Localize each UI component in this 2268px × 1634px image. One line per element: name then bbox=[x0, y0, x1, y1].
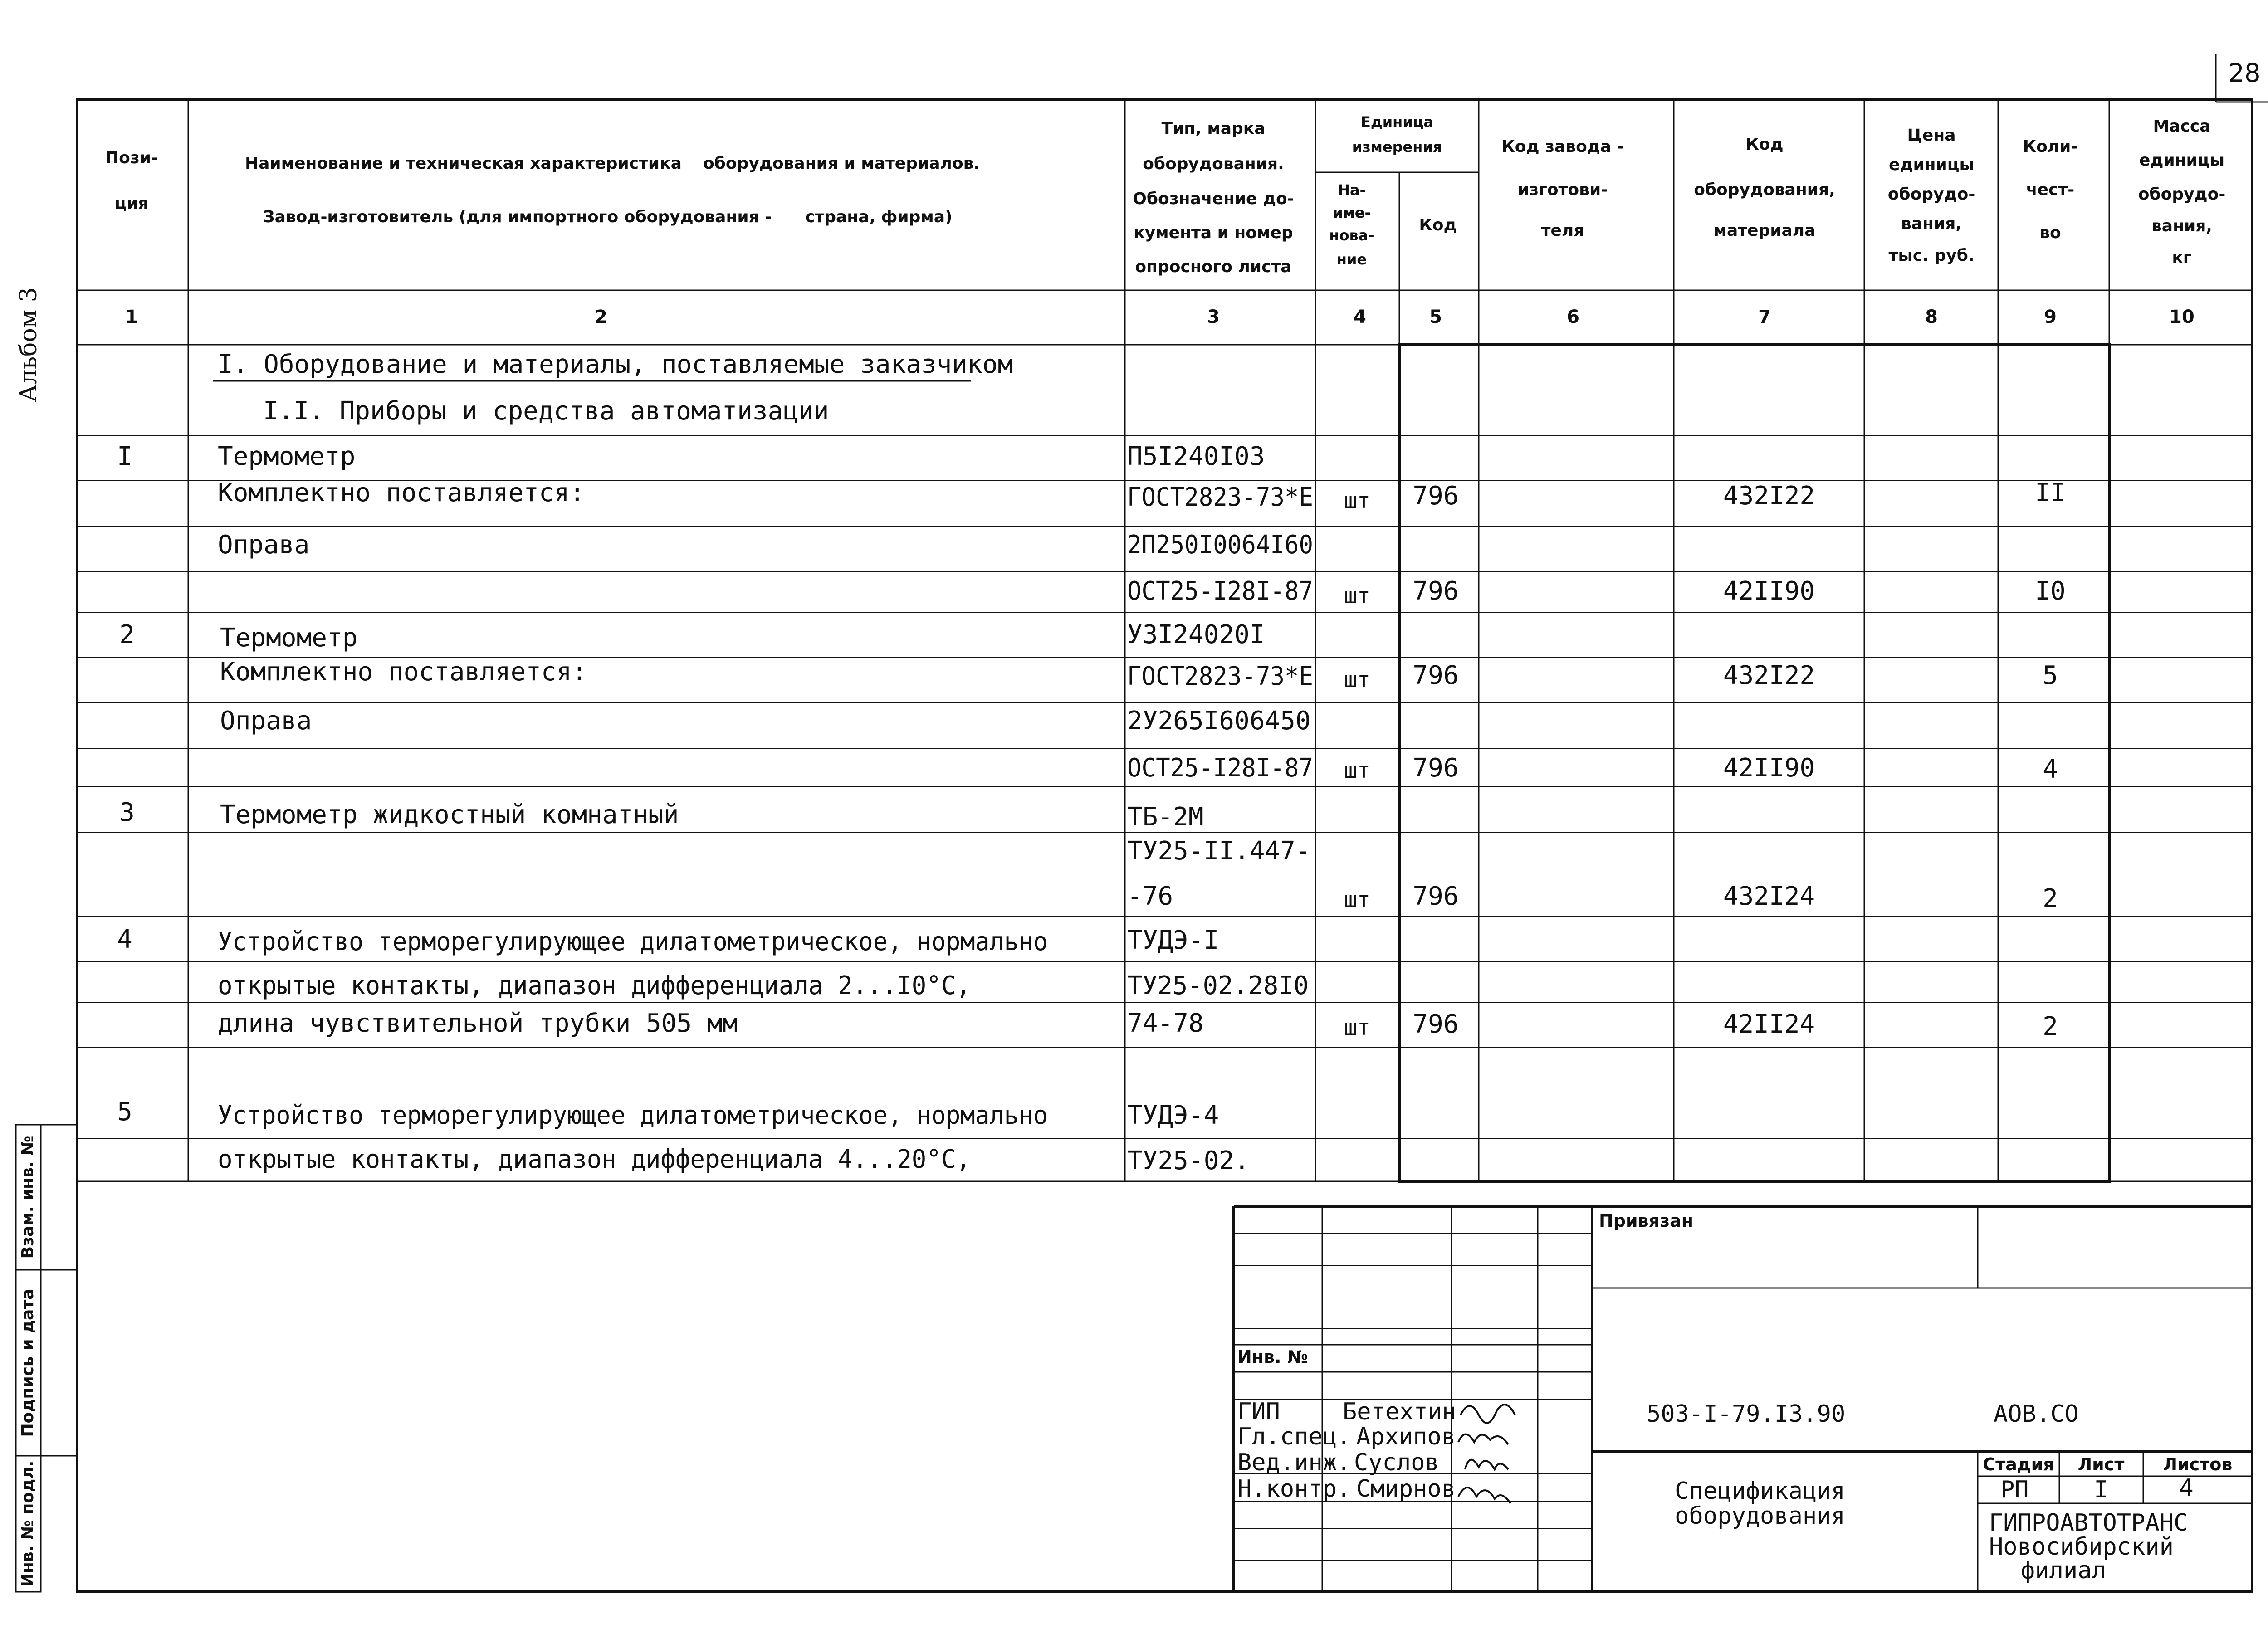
tb-org-2: Новосибирский bbox=[1989, 1533, 2174, 1561]
cell-name: Устройство терморегулирующее дилатометрическое, нормально bbox=[218, 1101, 1048, 1130]
hdr-col1-b: ция bbox=[114, 194, 149, 213]
hdr-col4-c: нова- bbox=[1329, 227, 1374, 244]
cell-name: Термометр жидкостный комнатный bbox=[220, 800, 679, 829]
stamp-original-inv: Инв. № подл. bbox=[19, 1460, 37, 1587]
cell-type: ГОСТ2823-73*Е bbox=[1127, 483, 1313, 512]
hdr-col6-c: теля bbox=[1541, 221, 1584, 240]
cell-name: открытые контакты, диапазон дифференциала 4...20°С, bbox=[218, 1145, 971, 1174]
hdr-col9-c: во bbox=[2039, 224, 2061, 242]
cell-type: 74-78 bbox=[1127, 1009, 1204, 1038]
page-number-box bbox=[2216, 54, 2268, 102]
col-number: 1 bbox=[125, 307, 138, 327]
cell-unit: шт bbox=[1344, 488, 1370, 513]
table-row bbox=[218, 1145, 1250, 1176]
table-row bbox=[220, 706, 1311, 736]
side-stamp bbox=[16, 1125, 77, 1592]
tb-privyazan: Привязан bbox=[1599, 1211, 1694, 1231]
cell-qty: 5 bbox=[2043, 661, 2058, 690]
table-row bbox=[1127, 882, 2058, 913]
hdr-col7-b: оборудования, bbox=[1694, 180, 1835, 199]
cell-unit-code: 796 bbox=[1413, 882, 1459, 911]
cell-material-code: 432I22 bbox=[1723, 661, 1815, 690]
cell-unit: шт bbox=[1344, 583, 1370, 609]
col-number: 3 bbox=[1207, 307, 1220, 327]
tb-name-vedinzh: Суслов bbox=[1354, 1449, 1439, 1476]
cell-material-code: 42II90 bbox=[1723, 753, 1815, 783]
cell-name: Термометр bbox=[218, 442, 356, 471]
col-number: 10 bbox=[2169, 307, 2195, 327]
hdr-col2-b: оборудования и материалов. bbox=[703, 154, 980, 173]
hdr-col3-c: Обозначение до- bbox=[1133, 190, 1294, 208]
cell-type: ОСТ25-I28I-87 bbox=[1127, 576, 1313, 606]
cell-type: П5I240I03 bbox=[1127, 442, 1265, 471]
cell-pos: 5 bbox=[117, 1097, 132, 1127]
cell-pos: 2 bbox=[119, 620, 135, 649]
hdr-col10-e: кг bbox=[2172, 249, 2192, 267]
cell-name: Оправа bbox=[220, 706, 312, 736]
table-row bbox=[119, 798, 1203, 832]
table-row bbox=[1127, 576, 2066, 609]
tb-name-gip: Бетехтин bbox=[1343, 1398, 1457, 1425]
section-heading: I. Оборудование и материалы, поставляемые заказчиком bbox=[218, 350, 1013, 379]
cell-qty: 4 bbox=[2043, 755, 2058, 784]
table-row bbox=[117, 1097, 1219, 1130]
hdr-unit-b: измерения bbox=[1352, 138, 1442, 156]
tb-doc-code: 503-I-79.I3.90 bbox=[1647, 1400, 1846, 1428]
cell-type: ТБ-2М bbox=[1127, 802, 1204, 832]
hdr-col10-b: единицы bbox=[2139, 151, 2225, 170]
cell-unit-code: 796 bbox=[1413, 661, 1459, 690]
hdr-col2-c: Завод-изготовитель (для импортного оборудования - bbox=[263, 208, 772, 226]
cell-type: ТУ25-02.28I0 bbox=[1127, 971, 1309, 1000]
cell-unit-code: 796 bbox=[1413, 1010, 1459, 1039]
table-row bbox=[119, 620, 1265, 653]
subsection-heading: I.I. Приборы и средства автоматизации bbox=[263, 396, 829, 426]
hdr-col4-b: име- bbox=[1333, 204, 1371, 221]
tb-org-1: ГИПРОАВТОТРАНС bbox=[1989, 1509, 2188, 1536]
cell-qty: I0 bbox=[2035, 576, 2066, 606]
cell-type: ТУ25-II.447- bbox=[1127, 836, 1311, 866]
tb-mark: АОВ.СО bbox=[1994, 1400, 2079, 1428]
hdr-col5: Код bbox=[1419, 216, 1457, 234]
tb-title-1: Спецификация bbox=[1675, 1478, 1845, 1505]
tb-stage: РП bbox=[2000, 1476, 2029, 1503]
table-row bbox=[218, 530, 1313, 560]
cell-type: 2У265I606450 bbox=[1127, 706, 1311, 736]
hdr-col8-d: вания, bbox=[1901, 215, 1962, 233]
cell-name: Комплектно поставляется: bbox=[218, 478, 585, 507]
cell-unit-code: 796 bbox=[1413, 753, 1459, 783]
tb-title-2: оборудования bbox=[1675, 1502, 1845, 1530]
cell-qty: 2 bbox=[2043, 884, 2058, 913]
hdr-col3-a: Тип, марка bbox=[1161, 119, 1266, 138]
cell-unit: шт bbox=[1344, 887, 1370, 912]
cell-unit: шт bbox=[1344, 667, 1370, 693]
table-row bbox=[1127, 753, 2058, 784]
hdr-col9-b: чест- bbox=[2026, 180, 2075, 199]
col-number: 6 bbox=[1567, 307, 1579, 327]
hdr-col7-a: Код bbox=[1745, 135, 1784, 154]
hdr-col10-a: Масса bbox=[2153, 117, 2211, 136]
cell-name: длина чувствительной трубки 505 мм bbox=[218, 1009, 738, 1038]
tb-role-vedinzh: Вед.инж. bbox=[1237, 1449, 1351, 1476]
hdr-col8-e: тыс. руб. bbox=[1888, 246, 1975, 265]
table-row bbox=[218, 478, 2066, 513]
cell-unit-code: 796 bbox=[1413, 576, 1459, 606]
col-number: 4 bbox=[1354, 307, 1366, 327]
cell-unit-code: 796 bbox=[1413, 481, 1459, 511]
cell-material-code: 42II90 bbox=[1723, 576, 1815, 606]
hdr-col8-c: оборудо- bbox=[1887, 185, 1975, 204]
tb-sheet: I bbox=[2094, 1476, 2108, 1503]
cell-type: У3I24020I bbox=[1127, 620, 1265, 649]
tb-name-glspec: Архипов bbox=[1356, 1423, 1456, 1450]
cell-qty: II bbox=[2035, 478, 2066, 507]
tb-sheet-label: Лист bbox=[2077, 1454, 2125, 1474]
cell-material-code: 432I24 bbox=[1723, 882, 1815, 911]
table-row bbox=[218, 1009, 2058, 1041]
table-row bbox=[117, 442, 1265, 471]
hdr-col6-b: изготови- bbox=[1517, 180, 1608, 199]
hdr-col3-b: оборудования. bbox=[1143, 155, 1284, 173]
cell-material-code: 432I22 bbox=[1723, 481, 1815, 511]
table-header bbox=[77, 113, 2252, 345]
album-label: Альбом 3 bbox=[15, 287, 42, 402]
hdr-col1-a: Пози- bbox=[105, 149, 158, 167]
tb-sheets-label: Листов bbox=[2163, 1454, 2233, 1474]
col-number: 2 bbox=[595, 307, 607, 327]
table-row bbox=[1127, 836, 1311, 866]
cell-name: Устройство терморегулирующее дилатометрическое, нормально bbox=[218, 927, 1048, 956]
cell-type: -76 bbox=[1127, 882, 1173, 911]
page-number: 28 bbox=[2228, 59, 2261, 88]
col-number: 5 bbox=[1429, 307, 1442, 327]
hdr-col4-a: На- bbox=[1338, 181, 1366, 199]
tb-sheets: 4 bbox=[2179, 1474, 2194, 1502]
cell-type: ТУ25-02. bbox=[1127, 1146, 1250, 1176]
cell-type: ТУДЭ-I bbox=[1127, 926, 1219, 955]
cell-pos: I bbox=[117, 442, 132, 471]
hdr-unit-a: Единица bbox=[1361, 113, 1433, 131]
tb-name-nkontr: Смирнов bbox=[1356, 1475, 1456, 1502]
tb-role-gip: ГИП bbox=[1237, 1398, 1280, 1425]
hdr-col8-b: единицы bbox=[1888, 156, 1975, 174]
col-number: 8 bbox=[1925, 307, 1938, 327]
table-row bbox=[220, 657, 2058, 693]
cell-name: открытые контакты, диапазон дифференциала 2...I0°С, bbox=[218, 971, 971, 1000]
tb-org-3: филиал bbox=[2021, 1557, 2106, 1584]
cell-unit: шт bbox=[1344, 758, 1370, 783]
tb-inv-no: Инв. № bbox=[1237, 1347, 1308, 1367]
hdr-col6-a: Код завода - bbox=[1501, 137, 1624, 156]
cell-type: ТУДЭ-4 bbox=[1127, 1101, 1219, 1130]
table-row bbox=[218, 971, 1309, 1000]
tb-role-glspec: Гл.спец. bbox=[1237, 1423, 1351, 1450]
hdr-col3-d: кумента и номер bbox=[1134, 224, 1293, 242]
cell-name: Комплектно поставляется: bbox=[220, 657, 587, 687]
cell-pos: 4 bbox=[117, 925, 132, 954]
cell-material-code: 42II24 bbox=[1723, 1010, 1815, 1039]
stamp-replace-inv: Взам. инв. № bbox=[19, 1136, 37, 1259]
cell-name: Термометр bbox=[220, 623, 358, 653]
hdr-col7-c: материала bbox=[1713, 221, 1816, 240]
hdr-col2-d: страна, фирма) bbox=[805, 208, 953, 226]
cell-pos: 3 bbox=[119, 798, 135, 827]
col-number: 9 bbox=[2044, 307, 2057, 327]
table-body bbox=[77, 350, 2252, 1181]
hdr-col2-a: Наименование и техническая характеристика bbox=[245, 154, 682, 173]
signature-marks bbox=[1458, 1405, 1515, 1503]
hdr-col9-a: Коли- bbox=[2023, 137, 2078, 156]
table-row bbox=[117, 925, 1219, 956]
hdr-col8-a: Цена bbox=[1907, 126, 1956, 145]
hdr-col10-c: оборудо- bbox=[2138, 185, 2226, 204]
cell-qty: 2 bbox=[2043, 1012, 2058, 1041]
hdr-col10-d: вания, bbox=[2151, 217, 2212, 235]
hdr-col3-e: опросного листа bbox=[1135, 258, 1292, 276]
stamp-sign-date: Подпись и дата bbox=[19, 1288, 37, 1437]
cell-type: ГОСТ2823-73*Е bbox=[1127, 662, 1313, 691]
cell-unit: шт bbox=[1344, 1015, 1370, 1040]
title-block bbox=[1234, 1206, 2252, 1592]
cell-type: 2П250I0064I60 bbox=[1127, 530, 1313, 560]
tb-stage-label: Стадия bbox=[1983, 1454, 2054, 1474]
cell-type: ОСТ25-I28I-87 bbox=[1127, 753, 1313, 783]
hdr-col4-d: ние bbox=[1336, 251, 1367, 268]
tb-role-nkontr: Н.контр. bbox=[1237, 1475, 1351, 1502]
col-number: 7 bbox=[1758, 307, 1771, 327]
cell-name: Оправа bbox=[218, 530, 310, 560]
